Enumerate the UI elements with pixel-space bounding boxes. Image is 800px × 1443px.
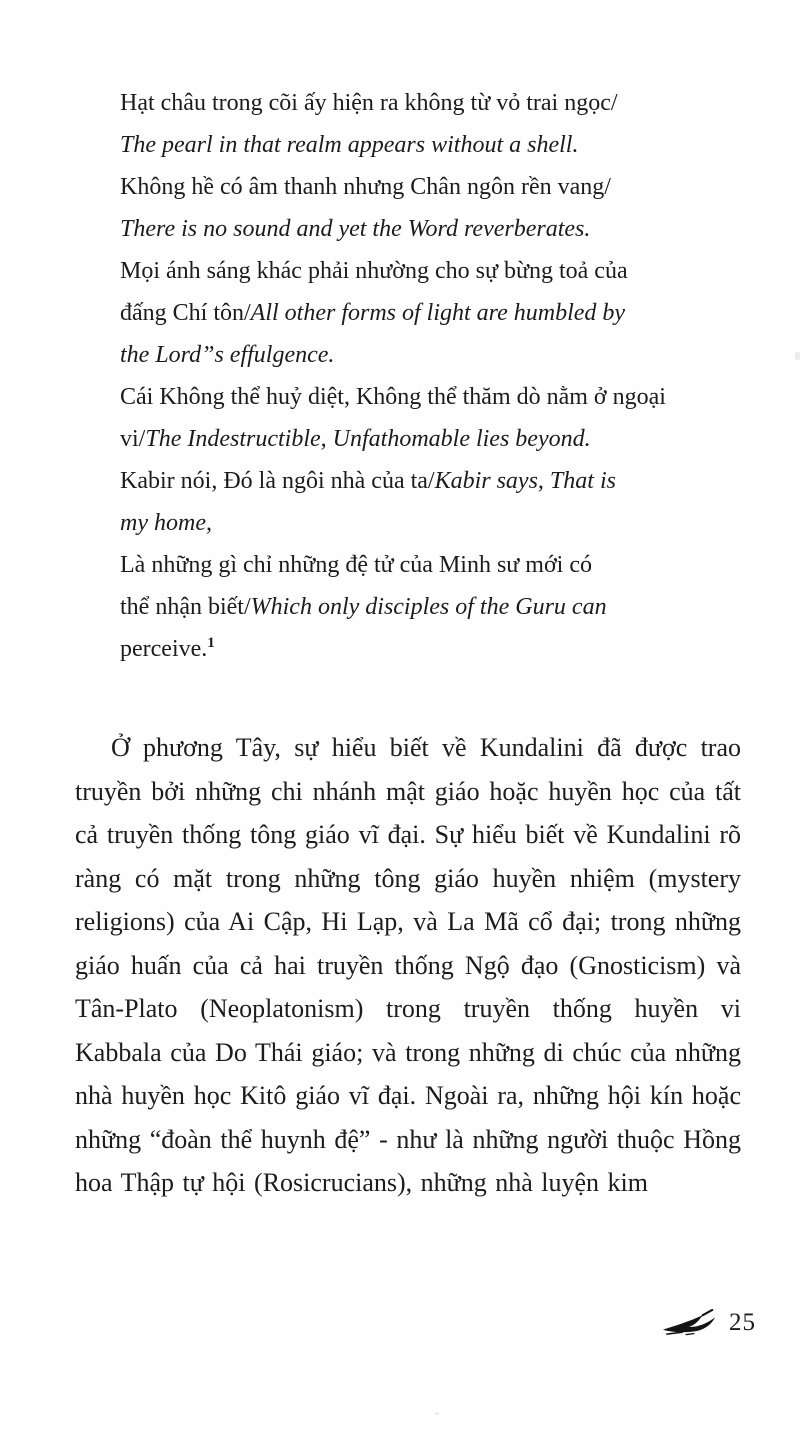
quote-segment: Which only disciples of the Guru can: [250, 594, 607, 620]
quote-segment: The pearl in that realm appears without a shell.: [120, 132, 579, 158]
quote-segment: All other forms of light are humbled by: [250, 300, 626, 326]
quote-line: [120, 502, 738, 544]
quote-line: [120, 208, 738, 250]
quote-segment: Không hề có âm thanh nhưng Chân ngôn rền vang/: [120, 174, 611, 200]
quote-segment: thể nhận biết/: [120, 594, 251, 620]
quote-segment: Kabir says, That is: [434, 468, 616, 494]
quote-line: [120, 124, 738, 166]
quote-line: [120, 376, 738, 418]
quote-line: [120, 628, 738, 670]
quote-segment: the Lord”s effulgence.: [120, 342, 335, 368]
quote-segment: Là những gì chỉ những đệ tử của Minh sư mới có: [120, 552, 592, 578]
quote-segment: Hạt châu trong cõi ấy hiện ra không từ vỏ trai ngọc/: [120, 90, 618, 116]
quote-line: [120, 418, 738, 460]
page-number: 25: [729, 1309, 756, 1336]
quote-line: [120, 334, 738, 376]
quote-segment: my home,: [120, 510, 212, 536]
quote-segment: Mọi ánh sáng khác phải nhường cho sự bừng toả của: [120, 258, 628, 284]
quote-segment: There is no sound and yet the Word reverberates.: [120, 216, 591, 242]
scan-artifact: [795, 352, 800, 360]
page-footer: [661, 1308, 756, 1338]
body-paragraph: Ở phương Tây, sự hiểu biết về Kundalini đã được trao truyền bởi những chi nhánh mật giáo hoặc huyền học của tất cả truyền thống tông giáo vĩ đại. Sự hiểu biết về Kundalini rõ ràng có mặt trong những tông giáo huyền nhiệm (mystery religions) của Ai Cập, Hi Lạp, và La Mã cổ đại; trong những giáo huấn của cả hai truyền thống Ngộ đạo (Gnosticism) và Tân-Plato (Neoplatonism) trong truyền thống huyền vi Kabbala của Do Thái giáo; và trong những di chúc của những nhà huyền học Kitô giáo vĩ đại. Ngoài ra, những hội kín hoặc những “đoàn thể huynh đệ” - như là những người thuộc Hồng hoa Thập tự hội (Rosicrucians), những nhà luyện kim: [75, 733, 741, 1197]
quote-line: [120, 544, 738, 586]
quote-line: [120, 166, 738, 208]
quote-segment: Kabir nói, Đó là ngôi nhà của ta/: [120, 468, 435, 494]
quote-line: [120, 586, 738, 628]
quote-segment: đấng Chí tôn/: [120, 300, 251, 326]
scan-artifact: [435, 1412, 439, 1415]
quote-segment: vi/: [120, 426, 146, 452]
footnote-marker: 1: [207, 635, 215, 651]
quote-segment: perceive.: [120, 636, 208, 662]
quote-segment: Cái Không thể huỷ diệt, Không thể thăm dò nằm ở ngoại: [120, 384, 666, 410]
quote-line: [120, 82, 738, 124]
bird-flourish-icon: [661, 1308, 719, 1338]
quote-line: [120, 292, 738, 334]
quote-line: [120, 460, 738, 502]
quote-segment: The Indestructible, Unfathomable lies beyond.: [145, 426, 591, 452]
quote-line: [120, 250, 738, 292]
quote-block: [120, 82, 738, 670]
